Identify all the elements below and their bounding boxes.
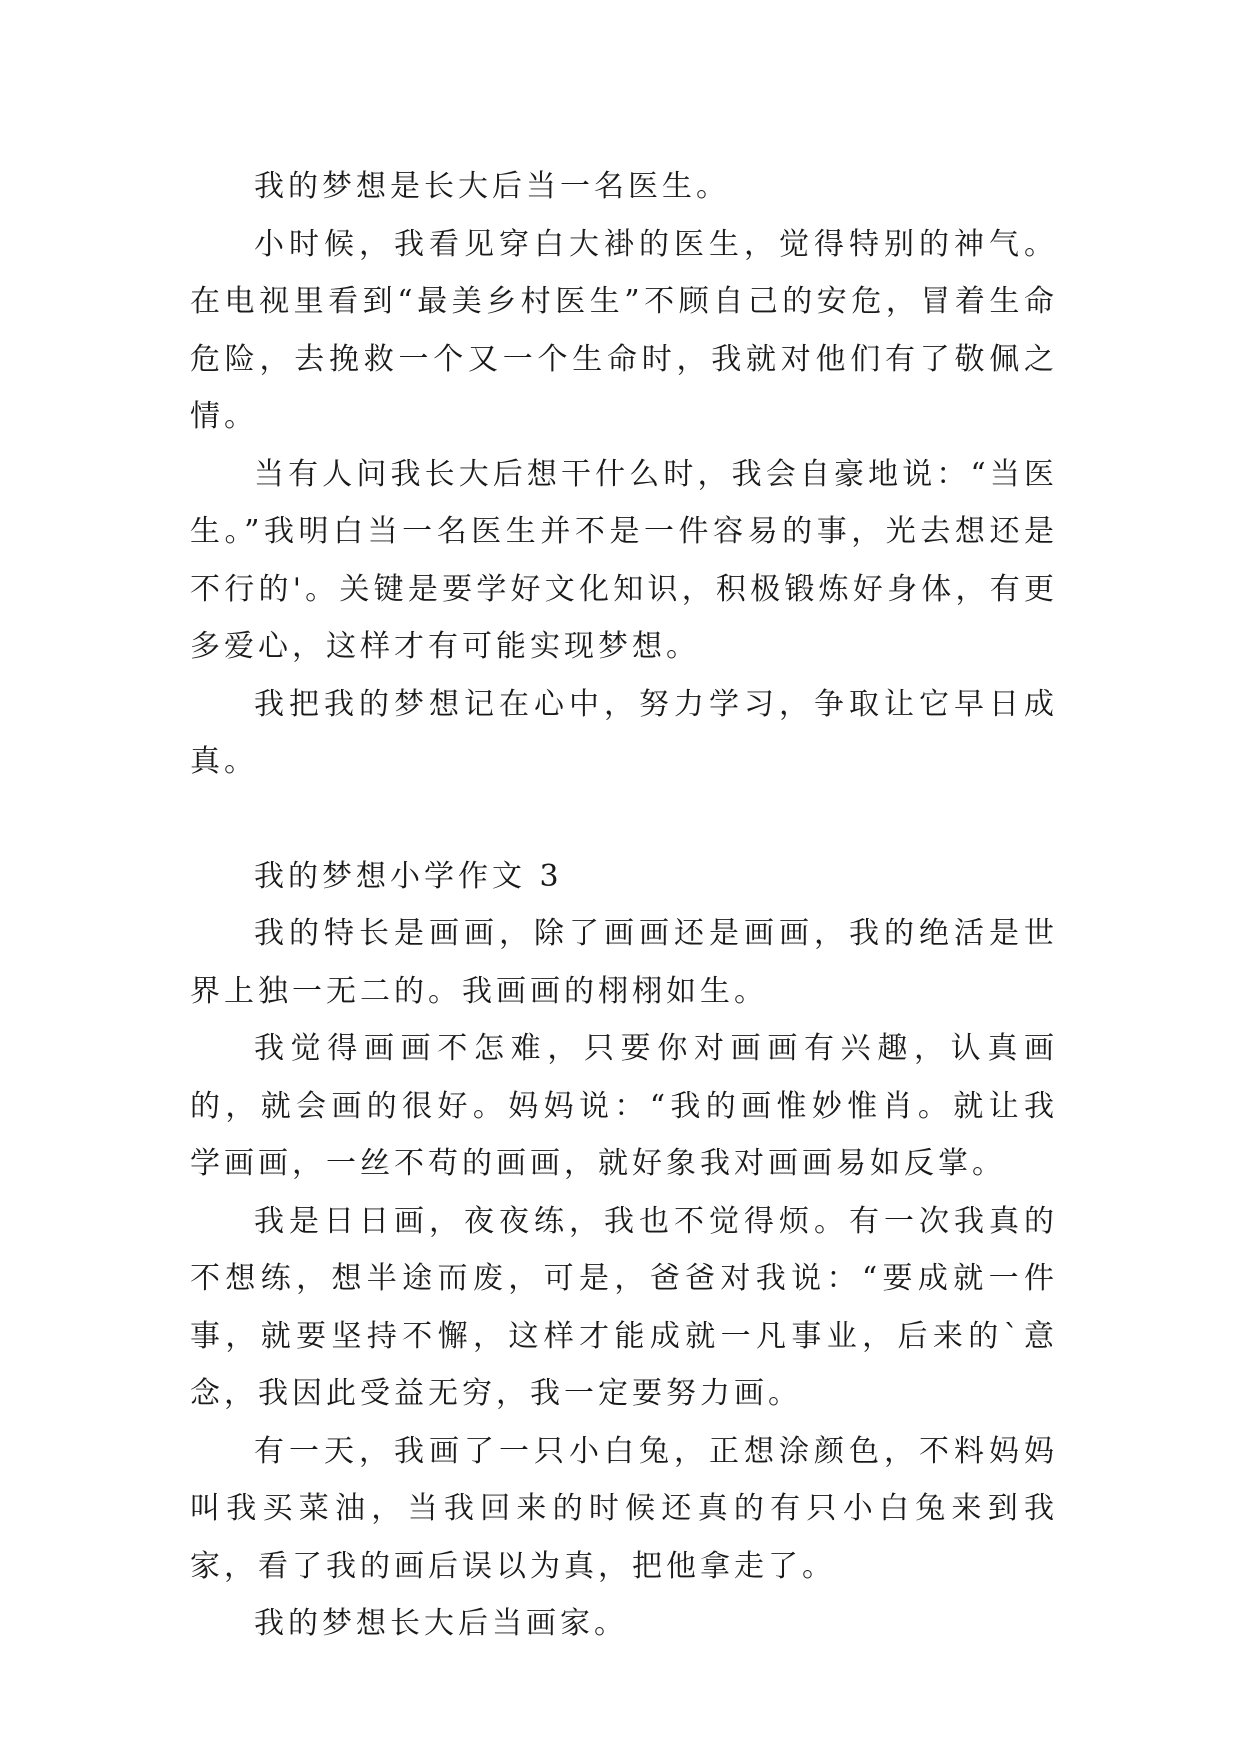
paragraph: 我是日日画，夜夜练，我也不觉得烦。有一次我真的不想练，想半途而废，可是，爸爸对我说：“要成就一件事，就要坚持不懈，这样才能成就一凡事业，后来的`意念，我因此受益无穷，我一定要努力画。 [190, 1203, 1058, 1411]
paragraph: 我把我的梦想记在心中，努力学习，争取让它早日成真。 [190, 686, 1058, 779]
paragraph: 我的梦想长大后当画家。 [254, 1606, 628, 1641]
paragraph: 我的特长是画画，除了画画还是画画，我的绝活是世界上独一无二的。我画画的栩栩如生。 [190, 916, 1058, 1009]
paragraph: 我的梦想是长大后当一名医生。 [254, 169, 730, 204]
paragraph: 有一天，我画了一只小白兔，正想涂颜色，不料妈妈叫我买菜油，当我回来的时候还真的有只小白兔来到我家，看了我的画后误以为真，把他拿走了。 [190, 1433, 1058, 1584]
paragraph: 我觉得画画不怎难，只要你对画画有兴趣，认真画的，就会画的很好。妈妈说：“我的画惟妙惟肖。就让我学画画，一丝不苟的画画，就好象我对画画易如反掌。 [190, 1031, 1058, 1181]
paragraph: 当有人问我长大后想干什么时，我会自豪地说：“当医生。”我明白当一名医生并不是一件容易的事，光去想还是不行的'。关键是要学好文化知识，积极锻炼好身体，有更多爱心，这样才有可能实现梦想。 [190, 456, 1058, 664]
section-heading: 我的梦想小学作文 3 [254, 858, 563, 894]
document-body [190, 158, 1058, 1653]
section-spacer [190, 791, 1058, 848]
paragraph: 小时候，我看见穿白大褂的医生，觉得特别的神气。在电视里看到“最美乡村医生”不顾自己的安危，冒着生命危险，去挽救一个又一个生命时，我就对他们有了敬佩之情。 [190, 226, 1058, 434]
